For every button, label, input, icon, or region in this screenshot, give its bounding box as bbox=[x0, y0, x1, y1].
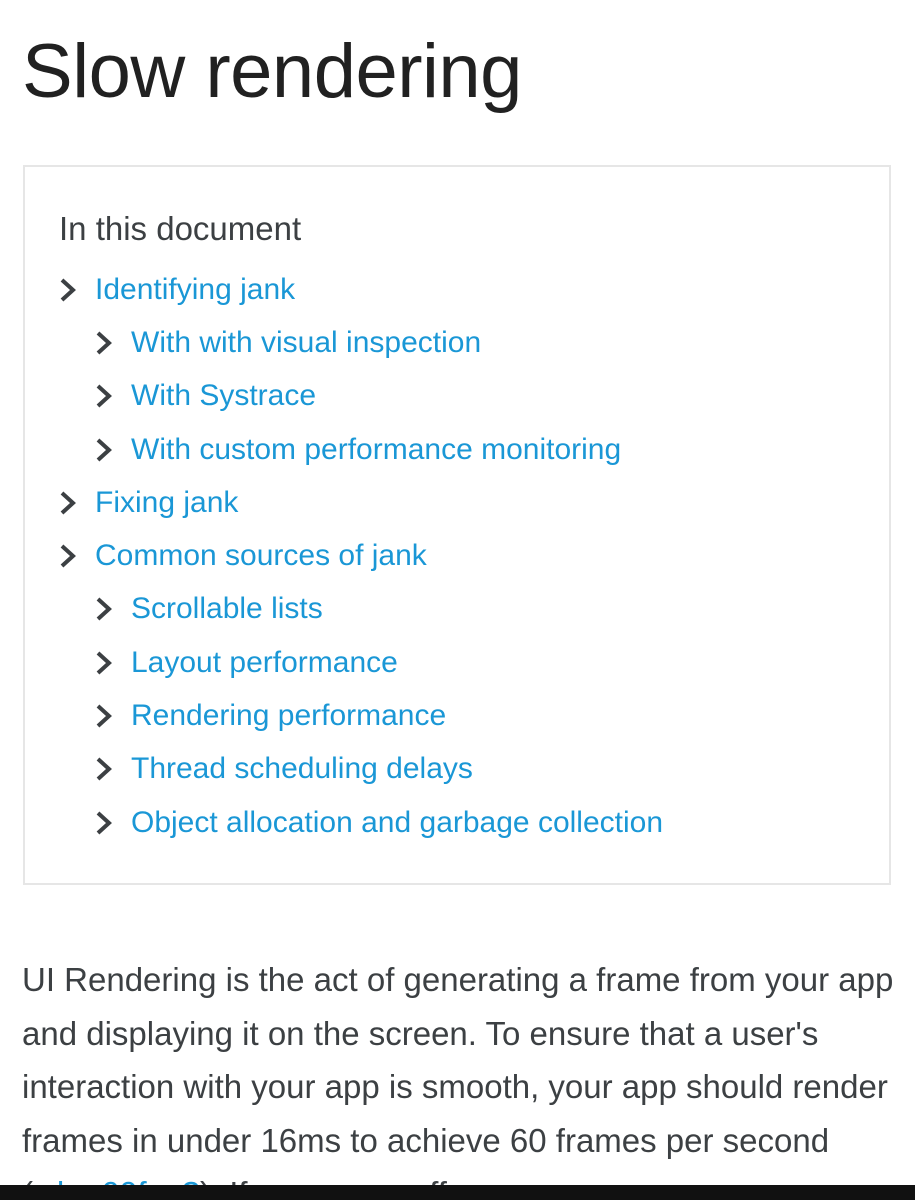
toc-heading: In this document bbox=[59, 210, 302, 247]
chevron-right-icon bbox=[95, 437, 113, 463]
page-title: Slow rendering bbox=[22, 29, 522, 114]
toc-list bbox=[25, 263, 889, 849]
toc-item[interactable] bbox=[25, 423, 889, 476]
toc-link[interactable]: With Systrace bbox=[131, 379, 317, 413]
toc-item[interactable] bbox=[25, 796, 889, 849]
toc-item[interactable] bbox=[25, 263, 889, 316]
toc-link[interactable]: With custom performance monitoring bbox=[131, 432, 622, 466]
toc-link[interactable]: Scrollable lists bbox=[131, 592, 323, 626]
chevron-right-icon bbox=[95, 703, 113, 729]
toc-link[interactable]: Identifying jank bbox=[95, 272, 296, 306]
chevron-right-icon bbox=[59, 490, 77, 516]
chevron-right-icon bbox=[95, 650, 113, 676]
toc-link[interactable]: Common sources of jank bbox=[95, 539, 427, 573]
toc-item[interactable] bbox=[25, 370, 889, 423]
intro-paragraph bbox=[22, 953, 902, 1200]
toc-item[interactable] bbox=[25, 743, 889, 796]
toc-item[interactable] bbox=[25, 689, 889, 742]
toc-link[interactable]: Fixing jank bbox=[95, 485, 239, 519]
toc-link[interactable]: Layout performance bbox=[131, 645, 398, 679]
toc-item[interactable] bbox=[25, 316, 889, 369]
intro-text-start: UI Rendering is the act of generating a frame from your app and displaying it on the screen. To ensure that a user's interaction with your app is smooth, your app should render frames in under 16ms to achieve 60 frames per second bbox=[22, 961, 894, 1159]
toc-link[interactable]: Rendering performance bbox=[131, 699, 447, 733]
chevron-right-icon bbox=[95, 330, 113, 356]
toc-link[interactable]: Object allocation and garbage collection bbox=[131, 805, 664, 839]
toc-item[interactable] bbox=[25, 529, 889, 582]
chevron-right-icon bbox=[95, 756, 113, 782]
toc-link[interactable]: With with visual inspection bbox=[131, 325, 482, 359]
toc-item[interactable] bbox=[25, 583, 889, 636]
chevron-right-icon bbox=[95, 596, 113, 622]
toc-item[interactable] bbox=[25, 476, 889, 529]
toc-item[interactable] bbox=[25, 636, 889, 689]
bottom-navigation-bar bbox=[0, 1185, 915, 1200]
table-of-contents bbox=[23, 165, 891, 885]
chevron-right-icon bbox=[95, 810, 113, 836]
toc-link[interactable]: Thread scheduling delays bbox=[131, 752, 473, 786]
chevron-right-icon bbox=[59, 543, 77, 569]
chevron-right-icon bbox=[95, 383, 113, 409]
chevron-right-icon bbox=[59, 277, 77, 303]
